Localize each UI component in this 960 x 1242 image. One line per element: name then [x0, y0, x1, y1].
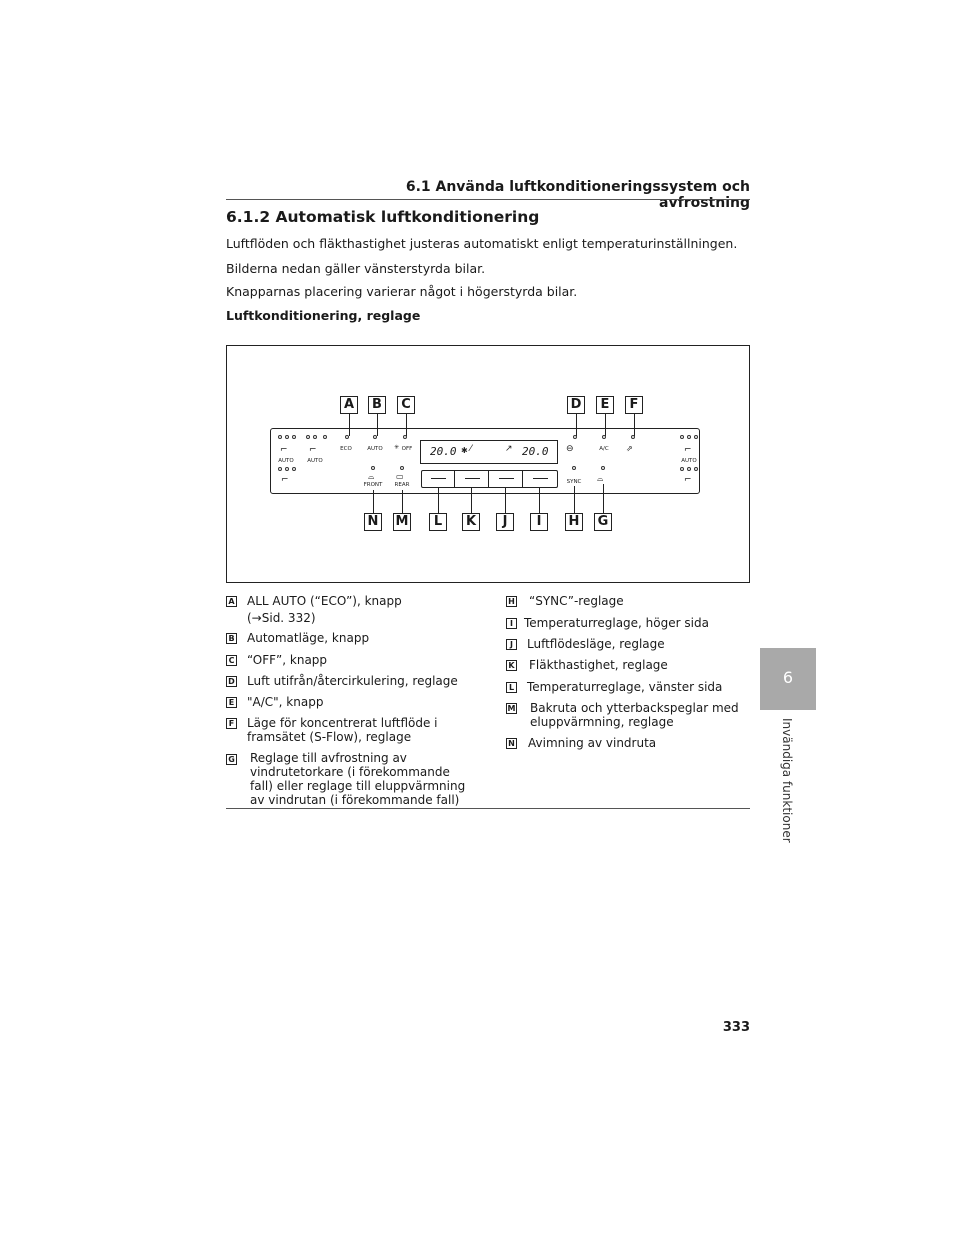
legend-a-line-2: (→Sid. 332)	[247, 611, 316, 625]
leader-m	[402, 490, 403, 514]
page-title: 6.1.2 Automatisk luftkonditionering	[226, 208, 540, 226]
legend-badge-h: H	[506, 596, 517, 607]
legend-badge-m: M	[507, 704, 516, 713]
callout-c: C	[397, 396, 415, 414]
leader-i	[539, 488, 540, 514]
indicator-led	[687, 435, 691, 439]
legend-badge-l: L	[506, 682, 517, 693]
off-button[interactable]: OFF	[401, 446, 413, 452]
legend-m-line-2: eluppvärmning, reglage	[530, 715, 674, 729]
legend-n-line-1: Avimning av vindruta	[528, 736, 657, 750]
callout-b: B	[368, 396, 386, 414]
chapter-number: 6	[782, 668, 794, 687]
temp-right-readout: 20.0	[522, 445, 549, 458]
fan-icon: ✱	[461, 446, 468, 455]
leader-k	[471, 488, 472, 514]
rear-defogger-button[interactable]: REAR	[394, 482, 410, 488]
legend-badge-b: B	[226, 633, 237, 644]
callout-l: L	[429, 513, 447, 531]
slider-mark	[465, 478, 480, 479]
legend-badge-e: E	[226, 697, 237, 708]
callout-i: I	[530, 513, 548, 531]
indicator-led	[371, 466, 375, 470]
indicator-led	[602, 435, 606, 439]
callout-n: N	[364, 513, 382, 531]
legend-e-line-1: "A/C", knapp	[247, 695, 324, 709]
leader-j	[505, 488, 506, 514]
recirculation-icon[interactable]: ⊖	[566, 444, 574, 454]
auto-button[interactable]: AUTO	[367, 446, 383, 452]
legend-f-line-1: Läge för koncentrerat luftflöde i	[247, 716, 438, 730]
slider-strip	[421, 470, 558, 488]
temp-left-readout: 20.0	[430, 445, 457, 458]
paragraph-2: Bilderna nedan gäller vänsterstyrda bilar.	[226, 261, 486, 276]
auto-label-left-1: AUTO	[278, 458, 294, 464]
leader-n	[373, 490, 374, 514]
indicator-led	[400, 466, 404, 470]
legend-badge-i: I	[506, 618, 517, 629]
airflow-mode-icon: ↗	[505, 444, 513, 454]
indicator-led	[601, 466, 605, 470]
indicator-led	[345, 435, 349, 439]
callout-m: M	[393, 513, 411, 531]
callout-j: J	[496, 513, 514, 531]
paragraph-3: Knapparnas placering varierar något i högerstyrda bilar.	[226, 284, 578, 299]
legend-i-line-1: Temperaturreglage, höger sida	[524, 616, 709, 630]
legend-k-line-1: Fläkthastighet, reglage	[529, 658, 668, 672]
leader-h	[574, 486, 575, 514]
legend-badge-f: F	[226, 718, 237, 729]
legend-badge-g: G	[226, 754, 237, 765]
sync-button[interactable]: SYNC	[566, 479, 582, 485]
legend-l-line-1: Temperaturreglage, vänster sida	[527, 680, 723, 694]
seat-heater-icon[interactable]: ⌐	[684, 475, 692, 485]
indicator-led	[278, 435, 282, 439]
slider-mark	[533, 478, 548, 479]
indicator-led	[687, 467, 691, 471]
legend-a-line-1: ALL AUTO (“ECO”), knapp	[247, 594, 402, 608]
section-header: 6.1 Använda luftkonditioneringssystem och avfrostning	[405, 179, 750, 211]
legend-badge-d: D	[226, 676, 237, 687]
ac-button[interactable]: A/C	[599, 446, 609, 452]
temp-left-slider[interactable]	[422, 471, 455, 487]
indicator-led	[313, 435, 317, 439]
legend-b-line-1: Automatläge, knapp	[247, 631, 370, 645]
legend-f-line-2: framsätet (S-Flow), reglage	[247, 730, 412, 744]
callout-k: K	[462, 513, 480, 531]
indicator-led	[292, 435, 296, 439]
legend-badge-j: J	[506, 639, 517, 650]
rear-defogger-icon: ▭	[396, 472, 404, 481]
page-number: 333	[722, 1020, 750, 1035]
subheading: Luftkonditionering, reglage	[226, 308, 421, 323]
indicator-led	[631, 435, 635, 439]
s-flow-icon[interactable]: ⇗	[626, 444, 633, 453]
front-defogger-button[interactable]: FRONT	[363, 482, 383, 488]
legend-badge-a: A	[226, 596, 237, 607]
fan-level-icon: ⁄	[470, 444, 472, 454]
indicator-led	[694, 467, 698, 471]
indicator-led	[680, 467, 684, 471]
indicator-led	[278, 467, 282, 471]
legend-g-line-1: Reglage till avfrostning av	[250, 751, 407, 765]
indicator-led	[285, 467, 289, 471]
callout-h: H	[565, 513, 583, 531]
indicator-led	[292, 467, 296, 471]
auto-label-left-2: AUTO	[307, 458, 323, 464]
slider-mark	[499, 478, 514, 479]
legend-g-line-4: av vindrutan (i förekommande fall)	[250, 793, 460, 807]
legend-c-line-1: “OFF”, knapp	[247, 653, 328, 667]
seat-heater-icon[interactable]: ⌐	[281, 475, 289, 485]
indicator-led	[285, 435, 289, 439]
auto-label-right: AUTO	[681, 458, 697, 464]
indicator-led	[573, 435, 577, 439]
legend-g-line-3: fall) eller reglage till eluppvärmning	[250, 779, 466, 793]
eco-button[interactable]: ECO	[340, 446, 352, 452]
legend-m-line-1: Bakruta och ytterbackspeglar med	[530, 701, 739, 715]
callout-f: F	[625, 396, 643, 414]
callout-d: D	[567, 396, 585, 414]
seat-heater-icon[interactable]: ⌐	[684, 445, 692, 455]
temp-right-slider[interactable]	[524, 471, 557, 487]
legend-badge-c: C	[226, 655, 237, 666]
indicator-led	[306, 435, 310, 439]
indicator-led	[694, 435, 698, 439]
legend-j-line-1: Luftflödesläge, reglage	[527, 637, 665, 651]
callout-g: G	[594, 513, 612, 531]
legend-divider	[226, 808, 750, 809]
indicator-led	[373, 435, 377, 439]
indicator-led	[403, 435, 407, 439]
callout-e: E	[596, 396, 614, 414]
chapter-title: Invändiga funktioner	[780, 718, 794, 843]
leader-l	[438, 488, 439, 514]
indicator-led	[680, 435, 684, 439]
airflow-mode-slider[interactable]	[490, 471, 523, 487]
legend-badge-k: K	[506, 660, 517, 671]
leader-g	[603, 484, 604, 514]
indicator-led	[323, 435, 327, 439]
legend-badge-n: N	[506, 738, 517, 749]
seat-ventilation-icon[interactable]: ⌐	[309, 445, 317, 455]
wiper-deicer-icon[interactable]: ⌓	[597, 474, 604, 483]
indicator-led	[572, 466, 576, 470]
paragraph-1: Luftflöden och fläkthastighet justeras automatiskt enligt temperaturinställningen.	[226, 236, 738, 251]
slider-mark	[431, 478, 446, 479]
front-defogger-icon: ⌓	[368, 472, 375, 481]
chapter-title-wrap	[780, 718, 794, 848]
fan-speed-slider[interactable]	[456, 471, 489, 487]
callout-a: A	[340, 396, 358, 414]
seat-heater-icon[interactable]: ⌐	[280, 445, 288, 455]
section-divider	[226, 199, 750, 200]
snowflake-icon: ✳	[394, 444, 400, 451]
legend-d-line-1: Luft utifrån/återcirkulering, reglage	[247, 674, 458, 688]
legend-g-line-2: vindrutetorkare (i förekommande	[250, 765, 450, 779]
legend-h-line-1: “SYNC”-reglage	[529, 594, 624, 608]
